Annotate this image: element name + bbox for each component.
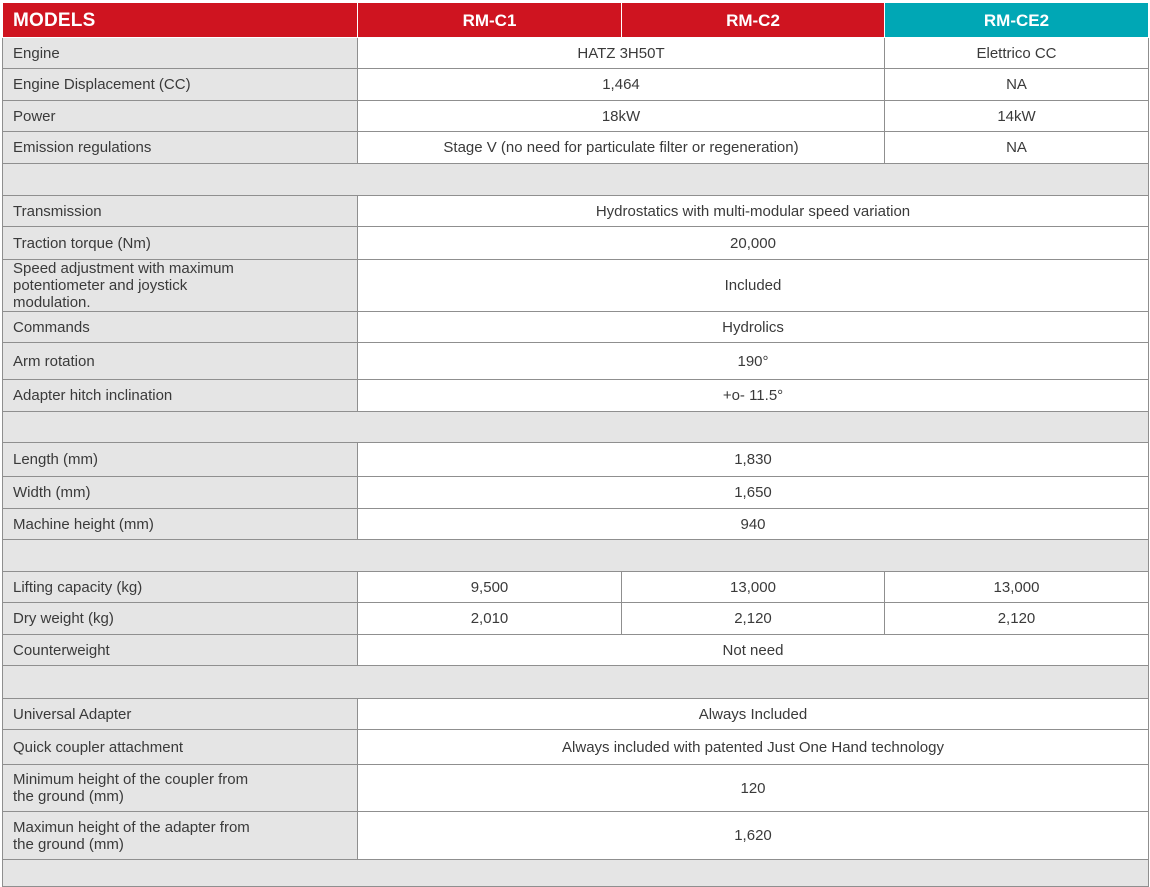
spec-value: Hydrostatics with multi-modular speed variation (358, 196, 1149, 227)
spec-row (3, 38, 1149, 69)
spec-value: 120 (358, 765, 1149, 812)
spec-label: Universal Adapter (3, 699, 358, 730)
section-separator (3, 860, 1149, 887)
separator-cell (3, 666, 1149, 699)
spec-row (3, 812, 1149, 860)
spec-row (3, 603, 1149, 635)
section-separator (3, 540, 1149, 572)
spec-label: Power (3, 101, 358, 132)
spec-row (3, 260, 1149, 312)
spec-row (3, 196, 1149, 227)
model-header-rm-c1: RM-C1 (358, 3, 622, 38)
header-row (3, 3, 1149, 38)
spec-label: Engine Displacement (CC) (3, 69, 358, 101)
spec-value: 940 (358, 509, 1149, 540)
separator-cell (3, 164, 1149, 196)
spec-label: Commands (3, 312, 358, 343)
spec-value: Hydrolics (358, 312, 1149, 343)
spec-label: Dry weight (kg) (3, 603, 358, 635)
spec-label: Arm rotation (3, 343, 358, 380)
spec-label: Length (mm) (3, 443, 358, 477)
spec-row (3, 227, 1149, 260)
spec-label: Lifting capacity (kg) (3, 572, 358, 603)
spec-label: Engine (3, 38, 358, 69)
spec-value: 9,500 (358, 572, 622, 603)
section-separator (3, 666, 1149, 699)
spec-label: Machine height (mm) (3, 509, 358, 540)
spec-value: NA (885, 132, 1149, 164)
spec-row (3, 132, 1149, 164)
spec-label: Minimum height of the coupler from the ground (mm) (3, 765, 358, 812)
separator-cell (3, 540, 1149, 572)
spec-value: Always Included (358, 699, 1149, 730)
spec-value: NA (885, 69, 1149, 101)
spec-value: 1,620 (358, 812, 1149, 860)
section-separator (3, 164, 1149, 196)
spec-row (3, 730, 1149, 765)
separator-cell (3, 860, 1149, 887)
separator-cell (3, 412, 1149, 443)
model-header-rm-c2: RM-C2 (622, 3, 885, 38)
spec-row (3, 509, 1149, 540)
spec-value: +o- 11.5° (358, 380, 1149, 412)
spec-value: HATZ 3H50T (358, 38, 885, 69)
spec-row (3, 765, 1149, 812)
spec-value: 2,120 (622, 603, 885, 635)
spec-value: 2,120 (885, 603, 1149, 635)
section-separator (3, 412, 1149, 443)
spec-value: 1,830 (358, 443, 1149, 477)
spec-label: Width (mm) (3, 477, 358, 509)
model-header-rm-ce2: RM-CE2 (885, 3, 1149, 38)
models-header: MODELS (3, 3, 358, 38)
spec-row (3, 477, 1149, 509)
spec-label: Transmission (3, 196, 358, 227)
spec-table (2, 3, 1149, 887)
spec-value: Included (358, 260, 1149, 312)
spec-value: Not need (358, 635, 1149, 666)
spec-row (3, 635, 1149, 666)
spec-label: Traction torque (Nm) (3, 227, 358, 260)
spec-row (3, 69, 1149, 101)
spec-label: Adapter hitch inclination (3, 380, 358, 412)
spec-row (3, 312, 1149, 343)
spec-row (3, 380, 1149, 412)
spec-value: 13,000 (885, 572, 1149, 603)
spec-body (3, 38, 1149, 887)
spec-value: 2,010 (358, 603, 622, 635)
spec-value: Stage V (no need for particulate filter or regeneration) (358, 132, 885, 164)
spec-label: Maximun height of the adapter from the ground (mm) (3, 812, 358, 860)
spec-row (3, 101, 1149, 132)
spec-value: 14kW (885, 101, 1149, 132)
spec-row (3, 572, 1149, 603)
spec-value: 13,000 (622, 572, 885, 603)
spec-row (3, 443, 1149, 477)
spec-row (3, 699, 1149, 730)
spec-row (3, 343, 1149, 380)
spec-value: 20,000 (358, 227, 1149, 260)
spec-value: Elettrico CC (885, 38, 1149, 69)
spec-label: Quick coupler attachment (3, 730, 358, 765)
spec-value: 18kW (358, 101, 885, 132)
spec-value: 1,650 (358, 477, 1149, 509)
spec-label: Speed adjustment with maximum potentiometer and joystick modulation. (3, 260, 358, 312)
spec-value: 1,464 (358, 69, 885, 101)
spec-value: 190° (358, 343, 1149, 380)
spec-label: Counterweight (3, 635, 358, 666)
spec-value: Always included with patented Just One Hand technology (358, 730, 1149, 765)
spec-label: Emission regulations (3, 132, 358, 164)
